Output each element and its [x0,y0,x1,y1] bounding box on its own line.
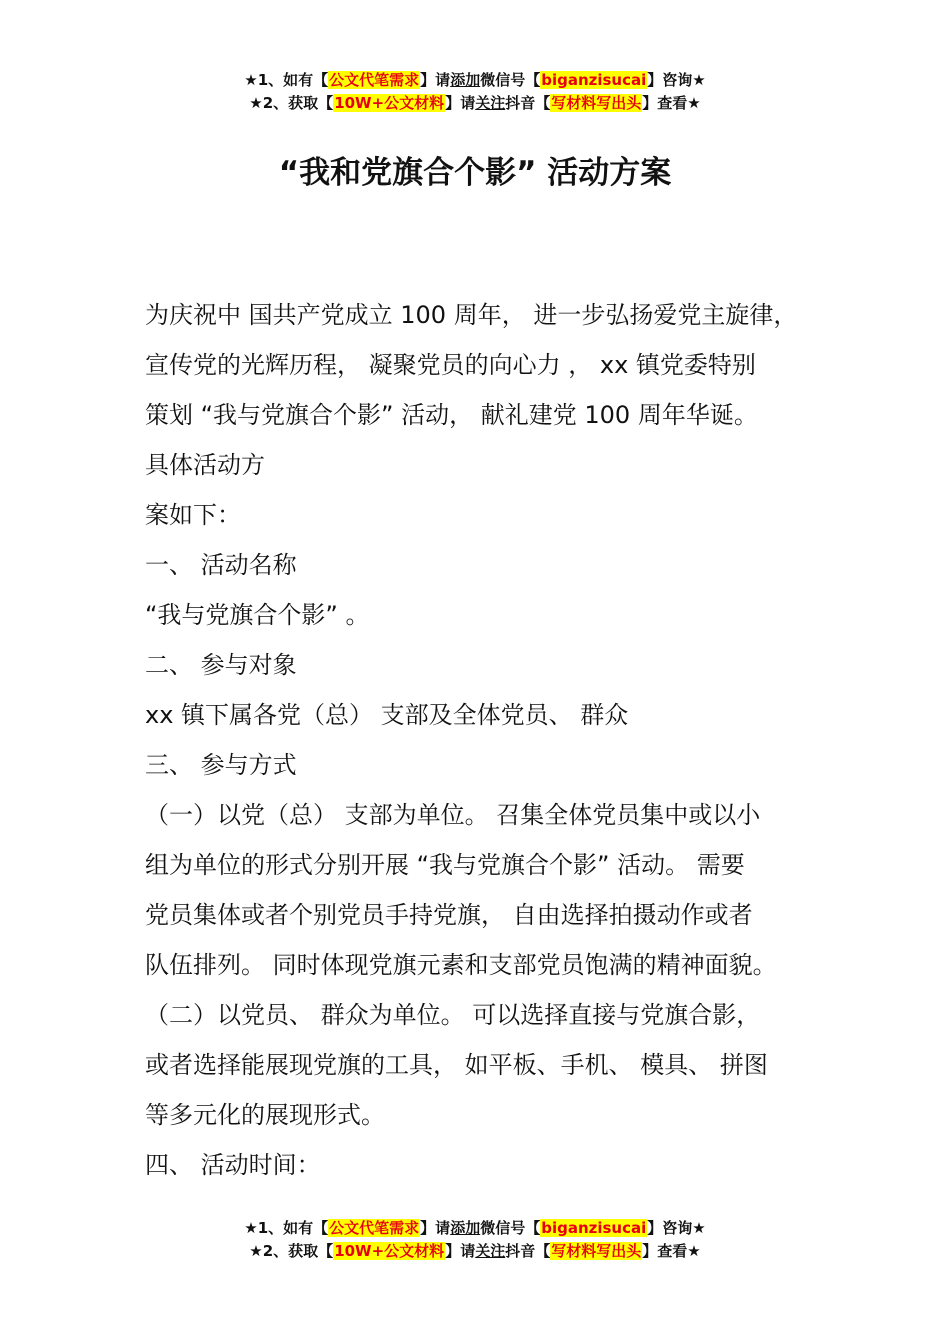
body-line: （二）以党员、 群众为单位。 可以选择直接与党旗合影， [145,1001,761,1029]
promo-line-2: ★2、获取【10W+公文材料】请关注抖音【写材料写出头】查看★ [249,94,701,112]
highlight-douyin-account: 写材料写出头 [551,94,642,112]
body-line: 宣传党的光辉历程， 凝聚党员的向心力 ， xx 镇党委特别 [145,351,756,379]
highlight-materials: 10W+公文材料 [334,1242,445,1260]
body-line: （一）以党（总） 支部为单位。 召集全体党员集中或以小 [145,801,761,829]
section-heading: 一、 活动名称 [145,551,297,579]
highlight-douyin-account: 写材料写出头 [551,1242,642,1260]
body-line: 组为单位的形式分别开展 “我与党旗合个影” 活动。 需要 [145,851,745,879]
header-promo-banner [0,69,950,115]
body-line: 具体活动方 [145,451,265,479]
body-line: 为庆祝中 国共产党成立 100 周年， 进一步弘扬爱党主旋律， [145,301,798,329]
highlight-materials: 10W+公文材料 [334,94,445,112]
body-line: 或者选择能展现党旗的工具， 如平板、手机、 模具、 拼图 [145,1051,768,1079]
body-line: 策划 “我与党旗合个影” 活动， 献礼建党 100 周年华诞。 [145,401,758,429]
promo-line-1: ★1、如有【公文代笔需求】请添加微信号【biganzisucai】咨询★ [244,1219,706,1237]
section-heading: 二、 参与对象 [145,651,297,679]
document-title: “我和党旗合个影” 活动方案 [278,155,672,191]
promo-line-2: ★2、获取【10W+公文材料】请关注抖音【写材料写出头】查看★ [249,1242,701,1260]
section-heading: 四、 活动时间： [145,1151,321,1179]
footer-promo-banner [0,1217,950,1263]
section-heading: 三、 参与方式 [145,751,297,779]
body-line: xx 镇下属各党（总） 支部及全体党员、 群众 [145,701,629,729]
body-line: 案如下： [145,501,241,529]
document-body [145,290,845,1190]
highlight-service: 公文代笔需求 [329,71,420,89]
promo-line-1: ★1、如有【公文代笔需求】请添加微信号【biganzisucai】咨询★ [244,71,706,89]
body-line: 等多元化的展现形式。 [145,1101,385,1129]
highlight-service: 公文代笔需求 [329,1219,420,1237]
body-line: “我与党旗合个影” 。 [145,601,370,629]
highlight-wechat-id: biganzisucai [541,71,647,89]
body-line: 党员集体或者个别党员手持党旗， 自由选择拍摄动作或者 [145,901,753,929]
body-line: 队伍排列。 同时体现党旗元素和支部党员饱满的精神面貌。 [145,951,777,979]
highlight-wechat-id: biganzisucai [541,1219,647,1237]
